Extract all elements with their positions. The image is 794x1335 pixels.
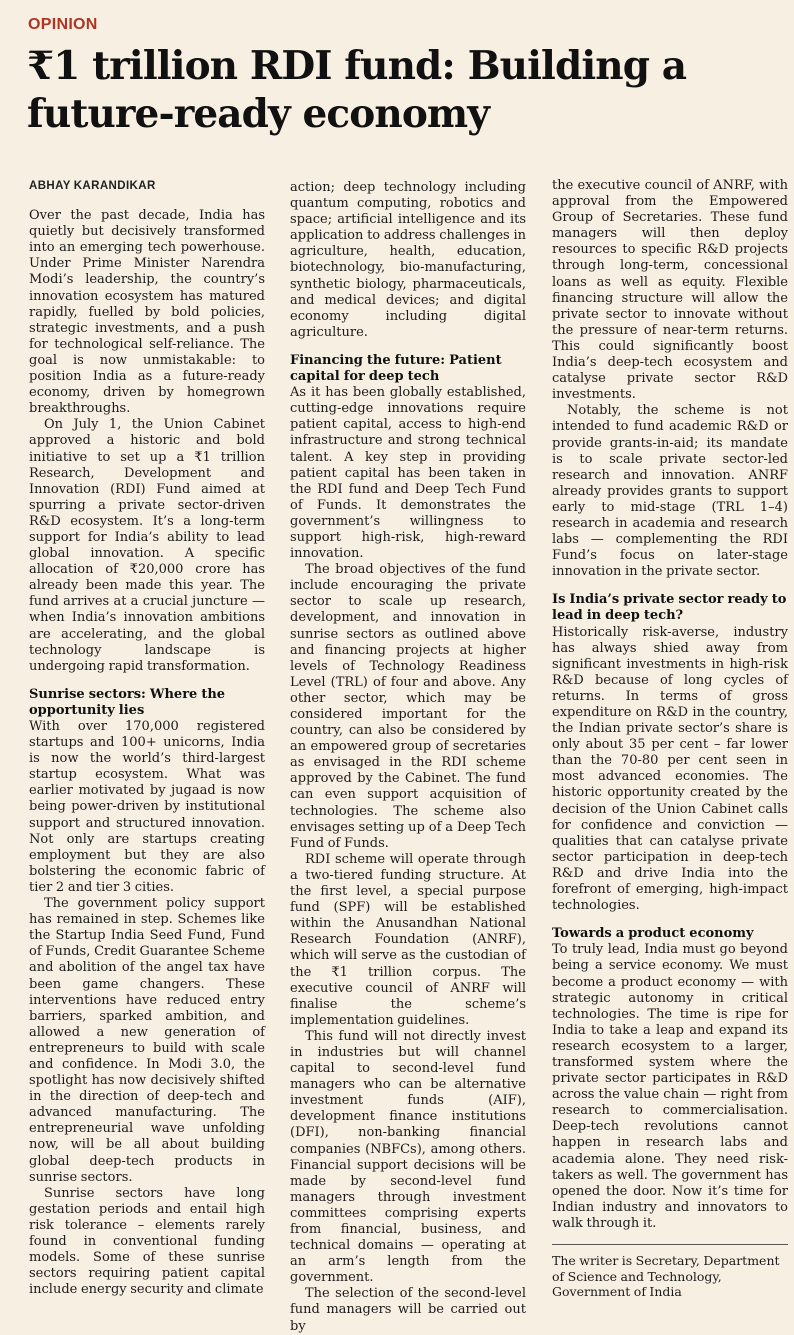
body-paragraph-continued: Sunrise sectors have long gestation periods and entail high risk tolerance – elements rarely found in conventional funding models. Some of these sunrise sectors requiring patient capital include energy security and climate bbox=[29, 1185, 265, 1298]
divider bbox=[552, 1244, 788, 1245]
subhead-financing-the-future: Financing the future: Patient capital for deep tech bbox=[290, 352, 502, 385]
article-column-1 bbox=[29, 174, 265, 1298]
section-label: OPINION bbox=[28, 16, 98, 33]
headline: ₹1 trillion RDI fund: Building a future-ready economy bbox=[27, 43, 687, 137]
byline: ABHAY KARANDIKAR bbox=[29, 180, 156, 192]
article-column-2 bbox=[290, 180, 526, 1335]
body-paragraph: This fund will not directly invest in industries but will channel capital to second-level fund managers who can be alternative investment funds (AIF), development finance institutions (DFI), non-banking financial companies (NBFCs), among others. Financial support decisions will be made by second-level fund managers through investment committees comprising experts from financial, business, and technical domains — operating at an arm’s length from the government. bbox=[290, 1028, 526, 1286]
intro-paragraph: Over the past decade, India has quietly but decisively transformed into an emerging tech powerhouse. Under Prime Minister Narendra Modi’s leadership, the country’s innovation ecosystem has matured rapidly, fuelled by bold policies, strategic investments, and a push for technological self-reliance. The goal is now unmistakable: to position India as a future-ready economy, driven by homegrown breakthroughs. bbox=[29, 208, 265, 417]
intro-paragraph: On July 1, the Union Cabinet approved a historic and bold initiative to set up a ₹1 trillion Research, Development and Innovation (RDI) Fund aimed at spurring a private sector-driven R&D ecosystem. It’s a long-term support for India’s ability to lead global innovation. A specific allocation of ₹20,000 crore has already been made this year. The fund arrives at a crucial juncture — when India’s innovation ambitions are accelerating, and the global technology landscape is undergoing rapid transformation. bbox=[29, 417, 265, 674]
body-paragraph-continued: The selection of the second-level fund managers will be carried out by bbox=[290, 1286, 526, 1334]
body-paragraph: With over 170,000 registered startups and 100+ unicorns, India is now the world’s third-largest startup ecosystem. What was earlier motivated by jugaad is now being power-driven by institutional support and structured innovation. Not only are startups creating employment but they are also bolstering the economic fabric of tier 2 and tier 3 cities. bbox=[29, 719, 265, 895]
body-paragraph: Historically risk-averse, industry has always shied away from significant investments in high-risk R&D because of long cycles of returns. In terms of gross expenditure on R&D in the country, the Indian private sector’s share is only about 35 per cent – far lower than the 70-80 per cent seen in most advanced economies. The historic opportunity created by the decision of the Union Cabinet calls for confidence and conviction — qualities that can catalyse private sector participation in deep-tech R&D and drive India into the forefront of emerging, high-impact technologies. bbox=[552, 624, 788, 914]
body-paragraph: As it has been globally established, cutting-edge innovations require patient capital, access to high-end infrastructure and strong technical talent. A key step in providing patient capital has been taken in the RDI fund and Deep Tech Fund of Funds. It demonstrates the government’s willingness to support high-risk, high-reward innovation. bbox=[290, 385, 526, 562]
body-paragraph: Notably, the scheme is not intended to fund academic R&D or provide grants-in-aid; its mandate is to scale private sector-led research and innovation. ANRF already provides grants to support early to mid-stage (TRL 1–4) research in academia and research labs — complementing the RDI Fund’s focus on later-stage innovation in the private sector. bbox=[552, 403, 788, 580]
subhead-sunrise-sectors: Sunrise sectors: Where the opportunity lies bbox=[29, 686, 226, 718]
body-paragraph-continuation: action; deep technology including quantum computing, robotics and space; artificial intelligence and its application to address challenges in agriculture, health, education, biotechnology, bio-manufacturing, synthetic biology, pharmaceuticals, and medical devices; and digital economy including digital agriculture. bbox=[290, 180, 526, 340]
body-paragraph: The broad objectives of the fund include encouraging the private sector to scale up research, development, and innovation in sunrise sectors as outlined above and financing projects at higher levels of Technology Readiness Level (TRL) of four and above. Any other sector, which may be considered important for the country, can also be considered by an empowered group of secretaries as envisaged in the RDI scheme approved by the Cabinet. The fund can even support acquisition of technologies. The scheme also envisages setting up of a Deep Tech Fund of Funds. bbox=[290, 562, 526, 851]
subhead-product-economy: Towards a product economy bbox=[552, 926, 754, 942]
body-paragraph: RDI scheme will operate through a two-tiered funding structure. At the first level, a special purpose fund (SPF) will be established within the Anusandhan National Research Foundation (ANRF), which will serve as the custodian of the ₹1 trillion corpus. The executive council of ANRF will finalise the scheme’s implementation guidelines. bbox=[290, 851, 526, 1028]
body-paragraph: The government policy support has remained in step. Schemes like the Startup India Seed Fund, Fund of Funds, Credit Guarantee Scheme and abolition of the angel tax have been game changers. These interventions have reduced entry barriers, sparked ambition, and allowed a new generation of entrepreneurs to build with scale and confidence. In Modi 3.0, the spotlight has now decisively shifted in the direction of deep-tech and advanced manufacturing. The entrepreneurial wave unfolding now, will be all about building global deep-tech products in sunrise sectors. bbox=[29, 896, 265, 1185]
article-column-3 bbox=[552, 178, 788, 1300]
writer-note: The writer is Secretary, Department of Science and Technology, Government of India bbox=[552, 1253, 780, 1299]
body-paragraph: To truly lead, India must go beyond being a service economy. We must become a product economy — with strategic autonomy in critical technologies. The time is ripe for India to take a leap and expand its research ecosystem to a larger, transformed system where the private sector participates in R&D across the value chain — right from research to commercialisation. Deep-tech revolutions cannot happen in research labs and academia alone. They need risk-takers as well. The government has opened the door. Now it’s time for Indian industry and innovators to walk through it. bbox=[552, 942, 788, 1231]
body-paragraph-continuation: the executive council of ANRF, with approval from the Empowered Group of Secretaries. These fund managers will then deploy resources to specific R&D projects through long-term, concessional loans as well as equity. Flexible financing structure will allow the private sector to innovate without the pressure of near-term returns. This could significantly boost India’s deep-tech ecosystem and catalyse private sector R&D investments. bbox=[552, 178, 788, 403]
subhead-private-sector-ready: Is India’s private sector ready to lead in deep tech? bbox=[552, 592, 787, 624]
